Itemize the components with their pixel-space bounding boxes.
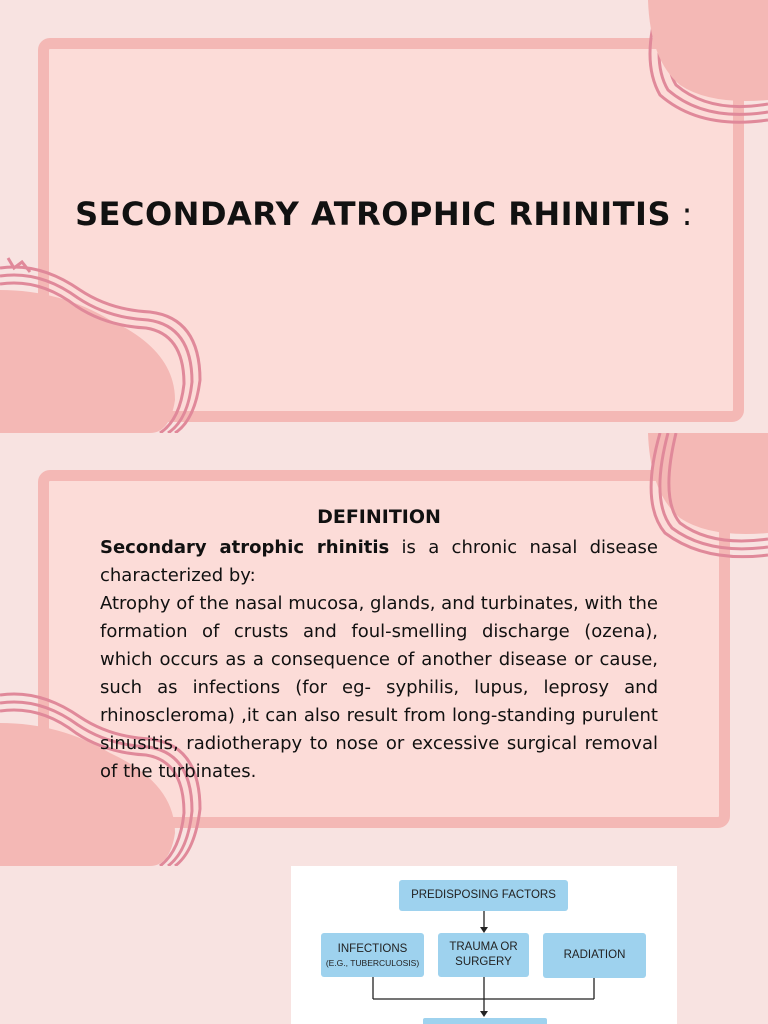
- definition-heading: DEFINITION: [317, 506, 441, 528]
- definition-body: [100, 534, 658, 786]
- definition-intro: [100, 534, 658, 590]
- infections-box: INFECTIONS (E.G., TUBERCULOSIS): [321, 933, 424, 977]
- title-slide: [0, 0, 768, 433]
- flowchart: [291, 866, 677, 1024]
- slide-title: [60, 192, 708, 237]
- definition-term: Secondary atrophic rhinitis: [100, 537, 390, 558]
- trauma-box: TRAUMA OR SURGERY: [438, 933, 529, 977]
- title-text: SECONDARY ATROPHIC RHINITIS: [75, 195, 671, 233]
- diagram-slide: [0, 866, 768, 1024]
- radiation-box: RADIATION: [543, 933, 646, 978]
- title-colon: :: [670, 195, 693, 233]
- definition-slide: [0, 433, 768, 866]
- predisposing-factors-box: PREDISPOSING FACTORS: [399, 880, 568, 911]
- definition-paragraph: Atrophy of the nasal mucosa, glands, and turbinates, with the formation of crusts and foul-smelling discharge (ozena), which occurs as a consequence of another disease or cause, such as infections (for eg- syphilis, lupus, leprosy and rhinoscleroma) ,it can also result from long-standing purulent sinusitis, radiotherapy to nose or excessive surgical removal of the turbinates.: [100, 593, 658, 782]
- next-box: [423, 1018, 547, 1024]
- definition-intro-text: is a chronic nasal disease characterized by:: [100, 537, 658, 586]
